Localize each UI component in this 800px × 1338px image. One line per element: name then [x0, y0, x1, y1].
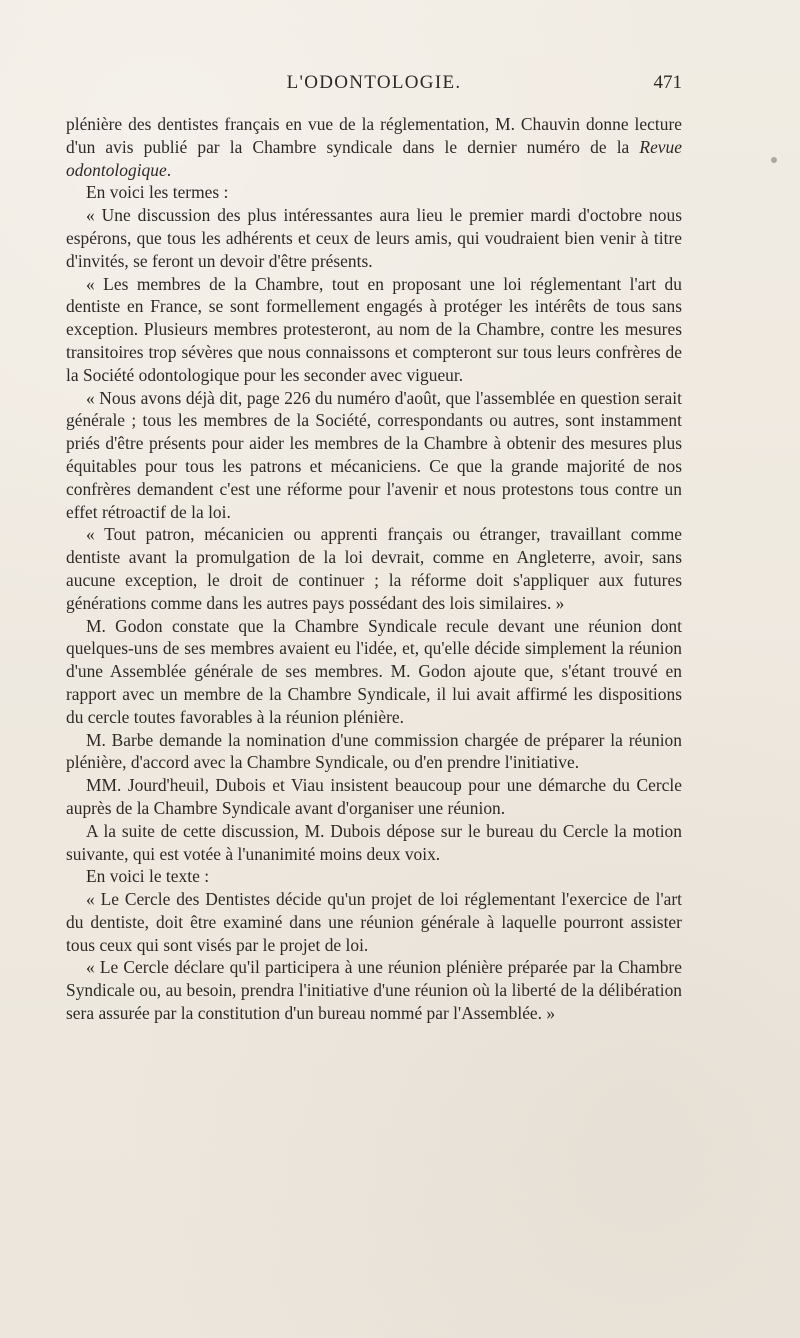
page-number: 471 — [653, 72, 682, 93]
page-header — [66, 72, 682, 102]
journal-title: Revue odontologique — [66, 136, 682, 180]
paragraph-continuation-text-before: plénière des dentistes français en vue de la réglementation, M. Chauvin donne lecture d'un avis publié par la Chambre syndicale dans le dernier numéro de la — [66, 114, 682, 157]
paragraph-continuation-text-after: . — [166, 159, 172, 180]
paragraph-motion: A la suite de cette discussion, M. Dubois dépose sur le bureau du Cercle la motion suivante, qui est votée à l'unanimité moins deux voix. — [66, 820, 682, 864]
paragraph-resolution-2: « Le Cercle déclare qu'il participera à une réunion plénière préparée par la Chambre Syndicale ou, au besoin, prendra l'initiative d'une réunion où la liberté de la délibération sera assurée par la constitution d'un bureau nommé par l'Assemblée. » — [66, 957, 682, 1024]
paper-speck — [771, 157, 777, 163]
paragraph-insistence: MM. Jourd'heuil, Dubois et Viau insistent beaucoup pour une démarche du Cercle auprès de la Chambre Syndicale avant d'organiser une réunion. — [66, 775, 682, 818]
running-head: L'ODONTOLOGIE. — [286, 72, 462, 93]
paragraph-terms-intro: En voici les termes : — [86, 182, 229, 203]
paragraph-godon: M. Godon constate que la Chambre Syndicale recule devant une réunion dont quelques-uns de ses membres avaient eu l'idée, et, qu'elle décide simplement la réunion d'une Assemblée générale de ses membres. M. Godon ajoute que, s'étant trouvé en rapport avec un membre de la Chambre Syndicale, il lui avait affirmé les dispositions du cercle toutes favorables à la réunion plénière. — [66, 615, 682, 727]
paragraph-quote-3: « Nous avons déjà dit, page 226 du numéro d'août, que l'assemblée en question serait générale ; tous les membres de la Société, correspondants ou autres, sont instamment priés d'être présents pour aider les membres de la Chambre à obtenir des mesures plus équitables pour tous les patrons et mécaniciens. Ce que la grande majorité de nos confrères demandent c'est une réforme pour l'avenir et nous protestons tous contre un effet rétroactif de la loi. — [66, 387, 682, 522]
paragraph-quote-1: « Une discussion des plus intéressantes aura lieu le premier mardi d'octobre nous espérons, que tous les adhérents et ceux de leurs amis, qui voudraient bien venir à titre d'invités, se feront un devoir d'être présents. — [66, 205, 682, 271]
paragraph-text-intro: En voici le texte : — [86, 866, 210, 887]
paragraph-resolution-1: « Le Cercle des Dentistes décide qu'un projet de loi réglementant l'exercice de l'art du dentiste, doit être examiné dans une réunion générale à laquelle pourront assister tous ceux qui sont visés par le projet de loi. — [66, 889, 682, 955]
body-text — [66, 113, 682, 1025]
paragraph-barbe: M. Barbe demande la nomination d'une commission chargée de préparer la réunion plénière, d'accord avec la Chambre Syndicale, ou d'en prendre l'initiative. — [66, 729, 682, 773]
paragraph-quote-2: « Les membres de la Chambre, tout en proposant une loi réglementant l'art du dentiste en France, se sont formellement engagés à protéger les intérêts de tous sans exception. Plusieurs membres protesteront, au nom de la Chambre, contre les mesures transitoires trop sévères que nous connaissons et compteront sur tous leurs confrères de la Société odontologique pour les seconder avec vigueur. — [66, 273, 682, 385]
paragraph-quote-4: « Tout patron, mécanicien ou apprenti français ou étranger, travaillant comme dentiste avant la promulgation de la loi devrait, comme en Angleterre, avoir, sans aucune exception, le droit de continuer ; la réforme doit s'appliquer aux futures générations comme dans les autres pays possédant des lois similaires. » — [66, 524, 682, 613]
paragraph-continuation — [66, 113, 682, 181]
